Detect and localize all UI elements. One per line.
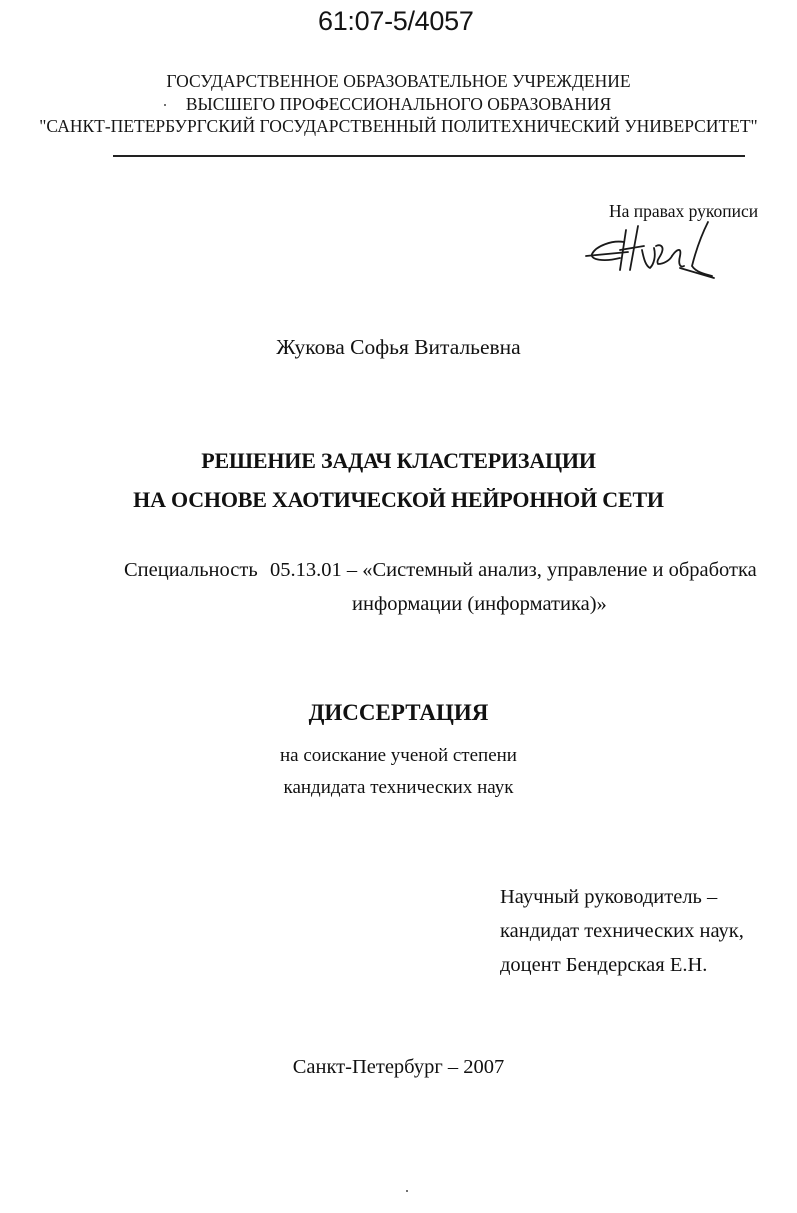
manuscript-note: На правах рукописи [609,201,759,221]
title-line: РЕШЕНИЕ ЗАДАЧ КЛАСТЕРИЗАЦИИ [201,448,596,473]
place-and-year: Санкт-Петербург – 2007 [292,1056,505,1078]
institution-line: ВЫСШЕГО ПРОФЕССИОНАЛЬНОГО ОБРАЗОВАНИЯ [185,93,612,114]
specialty-value [270,553,757,621]
document-type: ДИССЕРТАЦИЯ [308,700,489,725]
author-name: Жукова Софья Витальевна [276,335,521,359]
specialty-label: Специальность [124,559,258,581]
scientific-supervisor [500,880,744,982]
specialty-line-1: 05.13.01 – «Системный анализ, управление и обработка [270,559,757,581]
supervisor-line: доцент Бендерская Е.Н. [500,954,708,976]
handwritten-signature [584,216,718,282]
scan-speck [406,1190,408,1192]
institution-line: "САНКТ-ПЕТЕРБУРГСКИЙ ГОСУДАРСТВЕННЫЙ ПОЛИТЕХНИЧЕСКИЙ УНИВЕРСИТЕТ" [39,116,758,136]
header-divider [113,155,745,157]
supervisor-line: Научный руководитель – [500,886,718,908]
catalog-number: 61:07-5/4057 [318,6,474,36]
specialty-line-2: информации (информатика)» [352,593,607,615]
title-line: НА ОСНОВЕ ХАОТИЧЕСКОЙ НЕЙРОННОЙ СЕТИ [133,487,664,512]
institution-line: ГОСУДАРСТВЕННОЕ ОБРАЗОВАТЕЛЬНОЕ УЧРЕЖДЕНИЕ [166,71,631,91]
scan-speck [164,104,166,106]
dissertation-title [0,441,797,519]
degree-line: кандидата технических наук [283,777,514,798]
degree-line: на соискание ученой степени [280,745,517,766]
supervisor-line: кандидат технических наук, [500,920,744,942]
degree-statement [0,740,797,804]
institution-header [0,70,797,138]
